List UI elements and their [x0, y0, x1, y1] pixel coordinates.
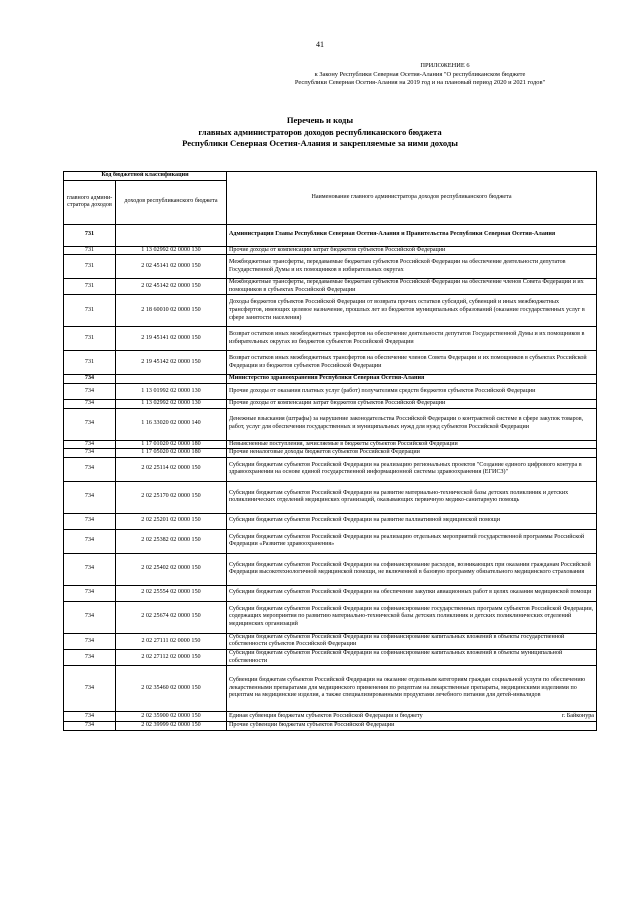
cell-income-code: 2 02 25382 02 0000 150 — [116, 529, 227, 553]
cell-name: Субсидии бюджетам субъектов Российской Федерации на развитие материально-технической базы детских поликлиник и детских поликлинических отделений медицинских организаций, оказывающих первичную медико-санитарную помощь — [227, 481, 597, 513]
cell-name: Субсидии бюджетам субъектов Российской Федерации на реализацию отдельных мероприятий государственной программы Российской Федерации «Развитие здравоохранения» — [227, 529, 597, 553]
cell-admin-code: 734 — [64, 449, 116, 458]
cell-admin-code: 734 — [64, 440, 116, 449]
cell-admin-code: 731 — [64, 327, 116, 351]
cell-income-code: 1 16 33020 02 0000 140 — [116, 408, 227, 440]
cell-admin-code: 734 — [64, 666, 116, 712]
cell-admin-code: 731 — [64, 255, 116, 279]
title-line-3: Республики Северная Осетия-Алания и закрепляемые за ними доходы — [182, 138, 458, 148]
cell-admin-code: 731 — [64, 224, 116, 246]
cell-admin-code: 734 — [64, 375, 116, 384]
header-income-code: доходов республиканского бюджета — [116, 180, 227, 224]
table-row — [64, 529, 597, 553]
table-row — [64, 649, 597, 665]
table-row — [64, 408, 597, 440]
cell-income-code: 1 17 05020 02 0000 180 — [116, 449, 227, 458]
table-row — [64, 666, 597, 712]
cell-income-code: 2 02 35460 02 0000 150 — [116, 666, 227, 712]
cell-admin-code: 731 — [64, 246, 116, 255]
cell-income-code: 2 02 27112 02 0000 150 — [116, 649, 227, 665]
cell-income-code: 2 02 25402 02 0000 150 — [116, 553, 227, 585]
table-row — [64, 440, 597, 449]
cell-admin-code: 734 — [64, 408, 116, 440]
table-row — [64, 327, 597, 351]
title-line-1: Перечень и коды — [286, 115, 354, 125]
cell-income-code — [116, 224, 227, 246]
cell-admin-code: 731 — [64, 279, 116, 295]
table-row — [64, 457, 597, 481]
header-admin-code: главного админи-стратора доходов — [64, 180, 116, 224]
cell-name: Субсидии бюджетам субъектов Российской Федерации на софинансирование капитальных вложений в объекты муниципальной собственности — [227, 649, 597, 665]
annex-line-1: к Закону Республики Северная Осетия-Алания "О республиканском бюджете — [314, 70, 526, 78]
cell-admin-code: 734 — [64, 529, 116, 553]
table-row — [64, 224, 597, 246]
cell-income-code: 1 13 02992 02 0000 130 — [116, 246, 227, 255]
table-row — [64, 481, 597, 513]
cell-income-code: 2 19 45141 02 0000 150 — [116, 327, 227, 351]
cell-name: Возврат остатков иных межбюджетных трансфертов на обеспечение членов Совета Федерации и их помощников в субъектах Российской Федерации из бюджетов субъектов Российской Федерации — [227, 351, 597, 375]
cell-name: Межбюджетные трансферты, передаваемые бюджетам субъектов Российской Федерации на обеспечение членов Совета Федерации и их помощников в субъектах Российской Федерации — [227, 279, 597, 295]
cell-income-code: 2 02 35900 02 0000 150 — [116, 712, 227, 722]
cell-name: Прочие доходы от компенсации затрат бюджетов субъектов Российской Федерации — [227, 399, 597, 408]
cell-admin-code: 734 — [64, 513, 116, 529]
cell-admin-code: 734 — [64, 585, 116, 601]
cell-admin-code: 734 — [64, 633, 116, 649]
cell-name: Субсидии бюджетам субъектов Российской Федерации на софинансирование расходов, возникающих при оказании гражданам Российской Федерации высокотехнологичной медицинской помощи, не включенной в базовую программу обязательного медицинского страхования — [227, 553, 597, 585]
cell-income-code: 2 02 39999 02 0000 150 — [116, 722, 227, 731]
cell-name: Субсидии бюджетам субъектов Российской Федерации на реализацию региональных проектов "Создание единого цифрового контура в здравоохранении на основе единой государственной информационной системы здравоохранения (ЕГИСЗ)" — [227, 457, 597, 481]
annex-line-2: Республики Северная Осетия-Алания на 2019 год и на плановый период 2020 и 2021 годов" — [294, 79, 546, 87]
table-row — [64, 351, 597, 375]
cell-name: Субсидии бюджетам субъектов Российской Федерации на обеспечение закупки авиационных работ в целях оказания медицинской помощи — [227, 585, 597, 601]
cell-admin-code: 734 — [64, 601, 116, 633]
table-row — [64, 246, 597, 255]
annex-label: ПРИЛОЖЕНИЕ 6 — [420, 62, 470, 69]
table-row — [64, 375, 597, 384]
cell-income-code: 2 18 60010 02 0000 150 — [116, 295, 227, 327]
cell-name: Возврат остатков иных межбюджетных трансфертов на обеспечение деятельности депутатов Государственной Думы и их помощников в избирательных округах из бюджетов субъектов Российской Федерации — [227, 327, 597, 351]
cell-name: Прочие доходы от компенсации затрат бюджетов субъектов Российской Федерации — [227, 246, 597, 255]
table-row — [64, 585, 597, 601]
table-row — [64, 279, 597, 295]
cell-name — [227, 712, 597, 722]
cell-name: Невыясненные поступления, зачисляемые в бюджеты субъектов Российской Федерации — [227, 440, 597, 449]
cell-income-code: 2 02 25674 02 0000 150 — [116, 601, 227, 633]
cell-admin-code: 734 — [64, 457, 116, 481]
title-line-2: главных администраторов доходов республиканского бюджета — [198, 126, 442, 137]
cell-name-left: Единая субвенция бюджетам субъектов Российской Федерации и бюджету — [229, 712, 423, 719]
table-row — [64, 601, 597, 633]
cell-name-right: г. Байконура — [561, 712, 594, 719]
cell-income-code: 1 17 01020 02 0000 180 — [116, 440, 227, 449]
cell-admin-code: 734 — [64, 722, 116, 731]
cell-name: Субвенции бюджетам субъектов Российской Федерации на оказание отдельным категориям граждан социальной услуги по обеспечению лекарственными препаратами для медицинского применения по рецептам на лекарственные препараты, медицинскими изделиями по рецептам на медицинские изделия, а также специализированными продуктами лечебного питания для детей-инвалидов — [227, 666, 597, 712]
table-row — [64, 255, 597, 279]
cell-income-code: 2 02 27111 02 0000 150 — [116, 633, 227, 649]
cell-income-code: 2 02 45141 02 0000 150 — [116, 255, 227, 279]
document-title — [0, 115, 640, 150]
cell-name: Министерство здравоохранения Республики Северная Осетия-Алания — [227, 375, 597, 384]
table-row — [64, 513, 597, 529]
cell-name: Субсидии бюджетам субъектов Российской Федерации на софинансирование капитальных вложений в объекты государственной собственности субъектов Российской Федерации — [227, 633, 597, 649]
table-row — [64, 553, 597, 585]
cell-income-code: 2 02 25554 02 0000 150 — [116, 585, 227, 601]
cell-admin-code: 734 — [64, 399, 116, 408]
cell-admin-code: 734 — [64, 481, 116, 513]
cell-name: Администрация Главы Республики Северная Осетия-Алания и Правительства Республики Северная Осетия-Алания — [227, 224, 597, 246]
cell-name: Доходы бюджетов субъектов Российской Федерации от возврата прочих остатков субсидий, субвенций и иных межбюджетных трансфертов, имеющих целевое назначение, прошлых лет из бюджетов муниципальных образований (оказание государственных услуг в сфере занятости населения) — [227, 295, 597, 327]
cell-admin-code: 734 — [64, 383, 116, 399]
table-body — [64, 224, 597, 730]
annex-header — [250, 62, 590, 88]
cell-name: Денежные взыскания (штрафы) за нарушение законодательства Российской Федерации о контрактной системе в сфере закупок товаров, работ, услуг для обеспечения государственных и муниципальных нужд для нужд субъектов Российской Федерации — [227, 408, 597, 440]
cell-name: Прочие неналоговые доходы бюджетов субъектов Российской Федерации — [227, 449, 597, 458]
header-classification-code: Код бюджетной классификации — [64, 172, 227, 181]
cell-income-code: 1 13 02992 02 0000 130 — [116, 399, 227, 408]
cell-name: Межбюджетные трансферты, передаваемые бюджетам субъектов Российской Федерации на обеспечение деятельности депутатов Государственной Думы и их помощников в избирательных округах — [227, 255, 597, 279]
cell-income-code: 2 02 25170 02 0000 150 — [116, 481, 227, 513]
cell-admin-code: 734 — [64, 553, 116, 585]
cell-admin-code: 731 — [64, 295, 116, 327]
cell-income-code: 2 19 45142 02 0000 150 — [116, 351, 227, 375]
table-row — [64, 449, 597, 458]
table-row — [64, 399, 597, 408]
page-number: 41 — [316, 40, 324, 49]
table-row — [64, 383, 597, 399]
header-administrator-name: Наименование главного администратора доходов республиканского бюджета — [227, 172, 597, 225]
cell-name: Прочие субвенции бюджетам субъектов Российской Федерации — [227, 722, 597, 731]
cell-income-code: 2 02 25114 02 0000 150 — [116, 457, 227, 481]
cell-name: Субсидии бюджетам субъектов Российской Федерации на софинансирование государственных программ субъектов Российской Федерации, содержащих мероприятия по развитию материально-технической базы детских поликлиник и детских поликлинических отделений медицинских организаций — [227, 601, 597, 633]
administrators-table — [63, 171, 597, 731]
table-row — [64, 722, 597, 731]
table-row — [64, 633, 597, 649]
cell-income-code — [116, 375, 227, 384]
cell-name: Субсидии бюджетам субъектов Российской Федерации на развитие паллиативной медицинской помощи — [227, 513, 597, 529]
cell-income-code: 1 13 01992 02 0000 130 — [116, 383, 227, 399]
cell-admin-code: 731 — [64, 351, 116, 375]
table-row — [64, 712, 597, 722]
cell-admin-code: 734 — [64, 649, 116, 665]
table-row — [64, 295, 597, 327]
cell-admin-code: 734 — [64, 712, 116, 722]
cell-income-code: 2 02 45142 02 0000 150 — [116, 279, 227, 295]
cell-name: Прочие доходы от оказания платных услуг (работ) получателями средств бюджетов субъектов Российской Федерации — [227, 383, 597, 399]
cell-income-code: 2 02 25201 02 0000 150 — [116, 513, 227, 529]
